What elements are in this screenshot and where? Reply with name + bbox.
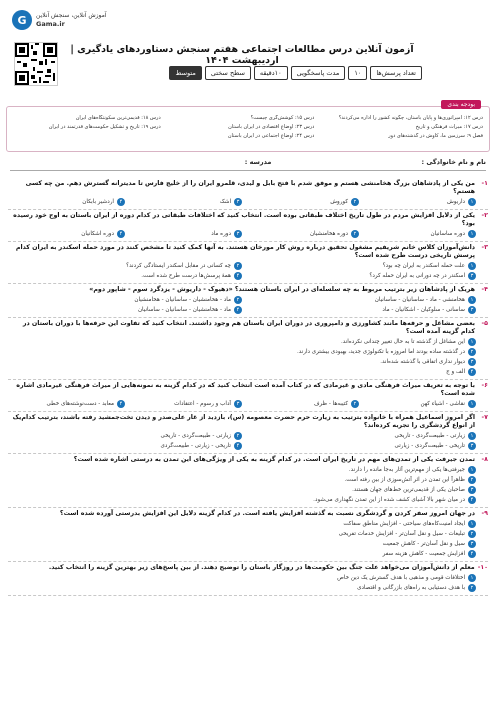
option-number-icon: ۴ [468,368,476,376]
qr-code-icon[interactable] [14,42,58,86]
question-stem: تمدن جیرفت یکی از تمدن‌های مهم در تاریخ ایران است. در کدام گزینه به یکی از ویژگی‌های این تمدن به درستی اشاره شده است؟ [73,456,475,463]
question-number: ۶- [481,382,488,389]
question-text [8,382,488,398]
options-group [8,198,488,206]
option-text: زیارتی - طبیعت‌گردی - تاریخی [160,432,231,439]
option-number-icon: ۳ [234,400,242,408]
option-4[interactable] [8,272,242,280]
page-title: آزمون آنلاین درس مطالعات اجتماعی هفتم سنجش دستاوردهای یادگیری | اردیبهشت ۱۴۰۴ [70,44,414,66]
tag-duration-label: مدت پاسخگویی [291,66,346,80]
option-3[interactable] [8,486,476,494]
question-4 [8,284,488,318]
option-text: اردشیر بابکان [82,198,114,205]
option-text: زیارتی - طبیعت‌گردی - تاریخی [394,432,465,439]
option-number-icon: ۴ [117,400,125,408]
option-4[interactable] [8,400,125,408]
option-number-icon: ۲ [234,262,242,270]
option-4[interactable] [8,306,242,314]
option-text: دوره هخامنشیان [309,230,348,237]
option-1[interactable] [8,574,476,582]
option-number-icon: ۱ [468,338,476,346]
option-text: اسکندر در چه دورانی به ایران حمله کرد؟ [369,272,465,279]
option-text: در میان شهر بالا آشیای کشف شده از این تمدن نگهداری می‌شود. [313,496,465,503]
question-text [8,510,488,518]
option-1[interactable] [242,432,476,440]
divider [10,170,486,171]
topic-item: درس ۲۴: اوضاع اجتماعی در ایران باستان [227,133,315,139]
option-number-icon: ۲ [468,530,476,538]
option-number-icon: ۲ [468,584,476,592]
option-text: ماد - هخامنشیان - ساسانیان - هخامنشیان [134,296,231,303]
option-number-icon: ۳ [468,358,476,366]
question-text [8,320,488,336]
tag-difficulty-value: متوسط [169,66,201,80]
option-text: با هدف دستیابی به راه‌های بازرگانی و اقتصادی [357,584,465,591]
option-text: ماد - هخامنشیان - ساسانیان - ساسانیان [137,306,231,313]
exam-info-tags [169,66,422,80]
question-5 [8,318,488,380]
option-text: تبلیغات - سیل و نقل آسان‌تر - افزایش خدمات تفریحی [338,530,465,537]
option-number-icon: ۲ [351,230,359,238]
option-text: هخامنشی - ماد - ساسانیان - ساسانیان [374,296,465,303]
question-stem: بعضی مشاغل و حرفه‌ها مانند کشاورزی و دامپروری در دوران ایران باستان هم وجود داشتند. انتخاب کنید که تفاوت این حرفه‌ها با دوران باستان در کدام گزینه آمده است؟ [22,320,475,335]
option-text: سیل و نقل آسان‌تر - کاهش جمعیت [382,540,465,547]
option-number-icon: ۴ [234,272,242,280]
option-4[interactable] [8,442,242,450]
option-number-icon: ۱ [468,466,476,474]
question-2 [8,210,488,242]
questions-list [8,178,488,596]
option-number-icon: ۲ [351,198,359,206]
question-stem: معلم از دانش‌آموزان می‌خواهد علت جنگ بین حکومت‌ها در روزگار باستان را توضیح دهند. از بین پاسخ‌های زیر بهترین گزینه را انتخاب کنید. [48,564,475,571]
option-text: کتیبه‌ها - ظرف [313,400,348,407]
question-text [8,212,488,228]
option-text: دیوار نداری اتفاقی با گذشته شده‌اند. [380,358,465,365]
option-text: چه کسانی در مقابل اسکندر ایستادگی کردند؟ [126,262,231,269]
option-3[interactable] [8,358,476,366]
option-text: دوره ساسانیان [430,230,465,237]
option-number-icon: ۱ [468,574,476,582]
option-1[interactable] [359,198,476,206]
option-4[interactable] [8,198,125,206]
option-number-icon: ۱ [468,262,476,270]
option-1[interactable] [242,296,476,304]
option-number-icon: ۱ [468,198,476,206]
option-number-icon: ۴ [468,496,476,504]
option-1[interactable] [8,466,476,474]
option-number-icon: ۳ [234,198,242,206]
option-number-icon: ۱ [468,296,476,304]
option-text: داریوش [446,198,465,205]
option-text: معابد - دست‌نوشته‌های خطی [46,400,114,407]
question-text [8,286,488,294]
option-2[interactable] [8,262,242,270]
question-10 [8,562,488,596]
question-stem: اگر امروز اسماعیل همراه با خانواده بترتیب به زیارت حرم حضرت معصومه (س)، بازدید از غار علی‌صدر و دیدن تخت‌جمشید رفته باشند، بترتیب کدام‌یک از انواع گردشگری را تجربه کرده‌اند؟ [12,414,475,429]
option-number-icon: ۳ [234,230,242,238]
option-number-icon: ۱ [468,520,476,528]
question-1 [8,178,488,210]
topic-item [11,133,161,139]
question-text [8,456,488,464]
option-number-icon: ۴ [234,306,242,314]
option-number-icon: ۴ [234,442,242,450]
option-text: دوره اشکانیان [81,230,114,237]
option-number-icon: ۱ [468,230,476,238]
option-3[interactable] [125,230,242,238]
option-4[interactable] [8,230,125,238]
option-number-icon: ۴ [117,198,125,206]
option-text: الف و ج [446,368,465,375]
option-4[interactable] [8,368,476,376]
option-3[interactable] [242,306,476,314]
option-text: اشک [219,198,231,205]
topic-item: درس ۱۷: میراث فرهنگی و تاریخ [415,124,483,130]
option-number-icon: ۳ [468,306,476,314]
option-text: اختلافات قومی و مذهبی با هدف گسترش یک دین خاص [337,574,465,581]
options-group [8,296,488,314]
options-group [8,400,488,408]
option-3[interactable] [125,198,242,206]
tag-questions-label: تعداد پرسش‌ها [370,66,422,80]
header-bar [0,8,496,30]
option-3[interactable] [8,540,476,548]
question-text [8,564,488,572]
question-stem: با توجه به تعریف میراث فرهنگی مادی و غیرمادی که در کتاب آمده است انتخاب کنید که در کدام گزینه به نمونه‌هایی از میراث فرهنگی غیرمادی اشاره شده است؟ [16,382,475,397]
question-text [8,414,488,430]
option-text: تاریخی - زیارتی - طبیعت‌گردی [160,442,231,449]
topics-badge: بودجه بندی [441,100,481,109]
question-number: ۱۰- [477,564,488,571]
option-2[interactable] [8,584,476,592]
option-number-icon: ۲ [351,400,359,408]
option-text: نقاشی - اشیاء کهن [420,400,465,407]
option-text: ایجاد امنیت‌کاه‌های سیاحتی - افزایش مناطق سفاکت [343,520,465,527]
options-group [8,230,488,238]
option-number-icon: ۴ [468,550,476,558]
tag-difficulty-label: سطح سختی [205,66,251,80]
option-2[interactable] [242,198,359,206]
option-number-icon: ۴ [117,230,125,238]
question-number: ۷- [481,414,488,421]
question-text [8,244,488,260]
question-number: ۳- [481,244,488,251]
option-2[interactable] [8,348,476,356]
option-1[interactable] [242,262,476,270]
option-2[interactable] [8,296,242,304]
option-2[interactable] [8,432,242,440]
option-text: ظاهراً این تمدن در اثر آتش‌سوزی از بین رفته است. [344,476,465,483]
question-number: ۹- [481,510,488,517]
question-stem: یکی از دلایل افزایش مردم در طول تاریخ اختلاف طبقاتی بوده است. انتخاب کنید که اختلافات طبقاتی در کدام دوره از ایران باستان به اوج خود رسیده بود؟ [13,212,475,227]
brand-site: Gama.ir [36,20,65,28]
option-number-icon: ۱ [468,432,476,440]
school-label: مدرسه : [244,158,272,166]
option-text: تاریخی - طبیعت‌گردی - زیارتی [394,442,465,449]
question-stem: من یکی از پادشاهان بزرگ هخامنشی هستم و موفق شدم با فتح بابل و لیدی، قلمرو ایران را از خلیج فارس تا مدیترانه گسترش دهم. من چه کسی هستم؟ [25,180,475,195]
question-number: ۸- [481,456,488,463]
option-1[interactable] [359,230,476,238]
option-1[interactable] [359,400,476,408]
topic-item: درس ۱۸: قدیمی‌ترین سکونتگاه‌های ایران [75,115,161,121]
question-stem: دانش‌آموزان کلاس خانم شریفیم مشغول تحقیق درباره روش کار مورخان هستند. به آنها کمک کنید تا مشخص کنند در مورد حمله اسکندر به ایران کدام پرسش تاریخی درست طرح شده است؟ [15,244,475,259]
option-number-icon: ۱ [468,400,476,408]
tag-duration-value: ۱۰دقیقه [254,66,288,80]
option-number-icon: ۲ [468,348,476,356]
brand-logo[interactable] [12,10,107,30]
question-number: ۵- [481,320,488,327]
option-1[interactable] [8,520,476,528]
option-2[interactable] [242,400,359,408]
option-3[interactable] [242,442,476,450]
options-group [8,466,488,504]
option-number-icon: ۲ [468,476,476,484]
option-text: آداب و رسوم - اعتقادات [174,400,231,407]
topic-item: فصل ۹: سرزمین ما، کاوش در گذشته‌های دور [388,133,483,139]
question-6 [8,380,488,412]
topic-item: درس ۱۲: امپراتوری‌ها و پایان باستان، چگونه کشور را اداره می‌کردند؟ [338,115,483,121]
options-group [8,338,488,376]
student-name-label: نام و نام خانوادگی : [421,158,486,166]
option-number-icon: ۳ [468,442,476,450]
option-text: دوره ماد [211,230,231,237]
question-stem: در جهان امروز سفر کردن و گردشگری نسبت به گذشته افزایش یافته است. در کدام گزینه دلایل این افزایش بدرستی آورده شده است؟ [59,510,475,517]
question-stem: هریک از پادشاهان زیر بترتیب مربوط به چه سلسله‌ای در ایران باستان هستند؟ «دهیوک - داریوش - یزدگرد سوم - شاپور دوم» [89,286,475,293]
options-group [8,574,488,592]
option-text: ساسانی - سلوکیان - اشکانیان - ماد [382,306,465,313]
qr-code-graphic [15,43,57,85]
brand-name: آموزش آنلاین، سنجش آنلاین [36,12,107,19]
gama-logo-icon: G [12,10,32,30]
option-text: افزایش جمعیت - کاهش هزینه سفر [382,550,465,557]
topic-item: درس ۱۹: تاریخ و تشکیل حکومت‌های قدرتمند در ایران [48,124,161,130]
option-text: همهٔ پرسش‌ها درست طرح شده است. [141,272,231,279]
question-number: ۲- [481,212,488,219]
topic-item: درس ۲۳: اوضاع اقتصادی در ایران باستان [228,124,315,130]
option-number-icon: ۲ [234,296,242,304]
option-number-icon: ۳ [468,486,476,494]
question-text [8,180,488,196]
topic-item: درس ۱۵: کوشش‌گری چیست؟ [250,115,315,121]
options-group [8,262,488,280]
option-4[interactable] [8,550,476,558]
option-4[interactable] [8,496,476,504]
option-text: کوروش [330,198,348,205]
brand-text [36,12,107,28]
topics-box [6,101,490,152]
option-3[interactable] [125,400,242,408]
option-text: صاحبان یکی از قدیمی‌ترین خط‌های جهان هستند. [352,486,465,493]
option-2[interactable] [8,476,476,484]
option-text: جیرفتی‌ها یکی از مهم‌ترین آثار به‌جا مانده را دارند. [348,466,465,473]
option-number-icon: ۲ [234,432,242,440]
student-info-line [10,158,486,166]
options-group [8,432,488,450]
option-text: علت حمله اسکندر به ایران چه بود؟ [382,262,465,269]
option-number-icon: ۳ [468,272,476,280]
question-9 [8,508,488,562]
option-text: این مشاغل از گذشته تا به حال تغییر چندانی نکرده‌اند. [340,338,465,345]
question-number: ۴- [481,286,488,293]
tag-questions-value: ۱۰ [348,66,367,80]
question-7 [8,412,488,454]
option-3[interactable] [242,272,476,280]
option-1[interactable] [8,338,476,346]
question-3 [8,242,488,284]
option-text: در گذشته ساده بودند اما امروزه با تکنولوژی جدید، بهبودی بیشتری دارند. [296,348,465,355]
topics-grid [11,115,483,139]
option-number-icon: ۳ [468,540,476,548]
option-2[interactable] [8,530,476,538]
option-2[interactable] [242,230,359,238]
question-number: ۱- [481,180,488,187]
question-8 [8,454,488,508]
options-group [8,520,488,558]
